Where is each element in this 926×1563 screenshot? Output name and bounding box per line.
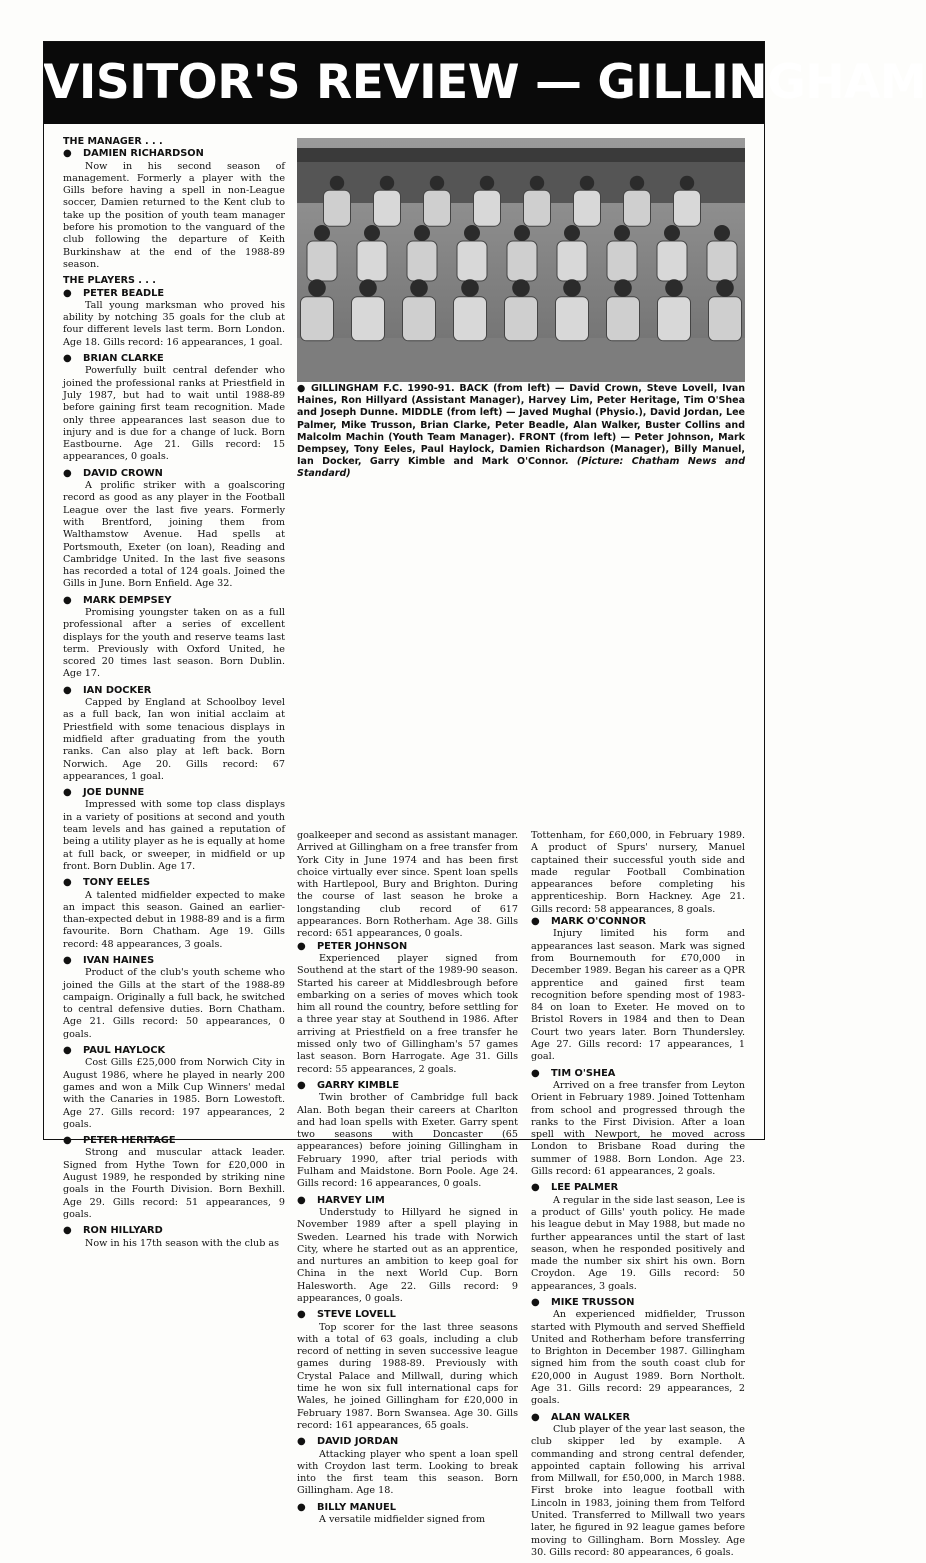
player-bio: Experienced player signed from Southend at the start of the 1989-90 season. Started his career at Middlesbrough before embarking on a series of moves which took him all round the country, before settling for a three year stay at Southend in 1986. After arriving at Priestfield on a free transfer he missed only two of Gillingham's 57 games last season. Born Harrogate. Age 31. Gills record: 55 appearances, 2 goals. — [297, 952, 518, 1075]
player-body — [556, 297, 589, 341]
player-entry — [531, 1068, 745, 1179]
player-entry — [297, 1436, 518, 1497]
players-list-left — [63, 288, 285, 1250]
player-entry — [297, 1195, 518, 1306]
player-entry — [63, 288, 285, 349]
player-body — [624, 190, 651, 226]
player-entry — [63, 1135, 285, 1221]
player-name: ● MIKE TRUSSON — [531, 1297, 745, 1309]
player-name: ● MARK DEMPSEY — [63, 595, 285, 607]
player-head — [410, 279, 428, 297]
players-list-middle — [297, 941, 518, 1527]
player-head — [716, 279, 734, 297]
player-entry — [531, 1182, 745, 1293]
player-bio: Understudy to Hillyard he signed in November 1989 after a spell playing in Sweden. Learned his trade with Norwich City, where he started out as an apprentice, and nurtures an ambition to keep goal for China in the next World Cup. Born Halesworth. Age 22. Gills record: 9 appearances, 0 goals. — [297, 1206, 518, 1304]
player-body — [674, 190, 701, 226]
player-bio: Arrived on a free transfer from Leyton Orient in February 1989. Joined Tottenham from school and progressed through the ranks to the First Division. After a loan spell with Newport, he moved across London to Brisbane Road during the summer of 1988. Born London. Age 23. Gills record: 61 appearances, 2 goals. — [531, 1079, 745, 1178]
player-name: ● STEVE LOVELL — [297, 1309, 518, 1321]
player-entry — [531, 1297, 745, 1408]
player-bio: Impressed with some top class displays in a variety of positions at second and youth team levels and has gained a reputation of being a utility player as he is equally at home at full back, or sweeper, in midfield or up front. Born Dublin. Age 17. — [63, 799, 285, 872]
player-body — [557, 241, 587, 281]
team-photo — [297, 138, 745, 382]
player-head — [480, 176, 494, 190]
player-entry — [63, 685, 285, 783]
player-head — [664, 225, 680, 241]
player-bio: Twin brother of Cambridge full back Alan. Both began their careers at Charlton and had loan spells with Exeter. Garry spent two seasons with Doncaster (65 appearances) before joining Gillingham in February 1990, after trial periods with Fulham and Maidstone. Born Poole. Age 24. Gills record: 16 appearances, 0 goals. — [297, 1092, 518, 1190]
player-head — [714, 225, 730, 241]
player-bio: Powerfully built central defender who joined the professional ranks at Priestfield in July 1987, but had to wait until 1988-89 before gaining first team recognition. Made only three appearances last season due to injury and is due for a change of luck. Born Eastbourne. Age 21. Gills record: 15 appearances, 0 goals. — [63, 365, 285, 463]
player-body — [424, 190, 451, 226]
player-head — [630, 176, 644, 190]
player-name: ● PETER BEADLE — [63, 288, 285, 300]
player-name: ● MARK O'CONNOR — [531, 916, 745, 928]
player-body — [352, 297, 385, 341]
player-head — [514, 225, 530, 241]
player-name: ● PAUL HAYLOCK — [63, 1045, 285, 1057]
player-body — [524, 190, 551, 226]
player-bio: A versatile midfielder signed from — [319, 1514, 486, 1526]
player-entry — [63, 787, 285, 873]
player-head — [308, 279, 326, 297]
page-title: VISITOR'S REVIEW — GILLINGHAM — [43, 55, 926, 110]
player-body — [607, 241, 637, 281]
player-bio: Now in his 17th season with the club as — [85, 1237, 280, 1249]
player-bio: Tall young marksman who proved his ability by notching 35 goals for the club at four different levels last term. Born London. Age 18. Gills record: 16 appearances, 1 goal. — [63, 299, 285, 348]
player-bio: Strong and muscular attack leader. Signed from Hythe Town for £20,000 in August 1989, he responded by striking nine goals in the Fourth Division. Born Bexhill. Age 29. Gills record: 51 appearances, 9 goals. — [63, 1147, 285, 1220]
entry-name: ● DAMIEN RICHARDSON — [63, 148, 285, 160]
player-entry — [63, 877, 285, 951]
player-head — [512, 279, 530, 297]
player-body — [607, 297, 640, 341]
player-head — [680, 176, 694, 190]
player-bio: Top scorer for the last three seasons with a total of 63 goals, including a club record of netting in seven successive league games during 1988-89. Previously with Crystal Palace and Millwall, during which time he won six full international caps for Wales, he joined Gillingham for £20,000 in February 1987. Born Swansea. Age 30. Gills record: 161 appearances, 65 goals. — [297, 1321, 518, 1431]
player-bio: An experienced midfielder, Trusson started with Plymouth and served Sheffield United and Rotherham before transferring to Brighton in December 1987. Gillingham signed him from the south coast club for £20,000 in August 1989. Born Northolt. Age 31. Gills record: 29 appearances, 2 goals. — [531, 1309, 745, 1407]
player-head — [380, 176, 394, 190]
player-entry — [63, 955, 285, 1041]
player-entry — [63, 595, 285, 681]
player-body — [407, 241, 437, 281]
player-body — [454, 297, 487, 341]
player-name: ● PETER JOHNSON — [297, 941, 518, 953]
player-name: ● RON HILLYARD — [63, 1225, 285, 1237]
player-head — [530, 176, 544, 190]
player-name: ● LEE PALMER — [531, 1182, 745, 1194]
player-head — [665, 279, 683, 297]
player-body — [403, 297, 436, 341]
column-middle — [297, 830, 518, 1530]
player-bio: Promising youngster taken on as a full professional after a series of excellent displays for the youth and reserve teams last term. Previously with Oxford United, he scored 20 times last season. Born Dublin. Age 17. — [63, 606, 285, 680]
player-bio: Cost Gills £25,000 from Norwich City in August 1986, where he played in nearly 200 games and won a Milk Cup Winners' medal with the Canaries in 1985. Born Lowestoft. Age 27. Gills record: 197 appearances, 2 goals. — [63, 1057, 285, 1130]
player-head — [330, 176, 344, 190]
player-body — [474, 190, 501, 226]
player-name: ● ALAN WALKER — [531, 1412, 745, 1424]
continued-text: goalkeeper and second as assistant manager. Arrived at Gillingham on a free transfer from York City in June 1974 and has been first choice virtually ever since. Spent loan spells with Hartlepool, Bury and Brighton. During the course of last season he broke a longstanding club record of 617 appearances. Born Rotherham. Age 38. Gills record: 651 appearances, 0 goals. — [297, 830, 518, 940]
manager-heading: THE MANAGER . . . — [63, 136, 163, 147]
column-left — [63, 134, 285, 1254]
player-body — [574, 190, 601, 226]
player-bio: Capped by England at Schoolboy level as a full back, Ian won initial acclaim at Priestfield with some tenacious displays in midfield after graduating from the youth ranks. Can also play at left back. Born Norwich. Age 20. Gills record: 67 appearances, 1 goal. — [63, 697, 285, 782]
player-body — [357, 241, 387, 281]
player-entry — [297, 1502, 518, 1527]
photo-credit: (Picture: Chatham News and Standard) — [297, 456, 745, 480]
player-entry — [297, 941, 518, 1076]
player-body — [658, 297, 691, 341]
player-entry — [297, 1309, 518, 1432]
player-body — [505, 297, 538, 341]
continued-text: Tottenham, for £60,000, in February 1989. A product of Spurs' nursery, Manuel captained their successful youth side and made regular Football Combination appearances before completing his apprenticeship. Born Hackney. Age 21. Gills record: 58 appearances, 8 goals. — [531, 830, 745, 915]
player-head — [563, 279, 581, 297]
player-head — [614, 279, 632, 297]
player-entry — [297, 1080, 518, 1191]
player-name: ● DAVID JORDAN — [297, 1436, 518, 1448]
player-head — [614, 225, 630, 241]
column-right — [531, 830, 745, 1563]
player-entry — [63, 468, 285, 591]
player-head — [364, 225, 380, 241]
player-body — [657, 241, 687, 281]
player-name: ● BILLY MANUEL — [297, 1502, 518, 1514]
player-entry — [63, 1225, 285, 1250]
player-entry — [531, 916, 745, 1064]
player-bio: A regular in the side last season, Lee is a product of Gills' youth policy. He made his league debut in May 1988, but made no further appearances until the start of last season, when he responded positively and made the number six shirt his own. Born Croydon. Age 19. Gills record: 50 appearances, 3 goals. — [531, 1194, 745, 1292]
caption-text: GILLINGHAM F.C. 1990-91. BACK (from left) — David Crown, Steve Lovell, Ivan Haines, Ron Hillyard (Assistant Manager), Harvey Lim, Peter Heritage, Tim O'Shea and Joseph Dunne. MIDDLE (from left) — Javed Mughal (Physio.), David Jordan, Lee Palmer, Mike Trusson, Brian Clarke, Peter Beadle, Alan Walker, Buster Collins and Malcolm Machin (Youth Team Manager). FRONT (from left) — Peter Johnson, Mark Dempsey, Tony Eeles, Paul Haylock, Damien Richardson (Manager), Billy Manuel, Ian Docker, Garry Kimble and Mark O'Connor. — [297, 383, 745, 468]
player-head — [359, 279, 377, 297]
players-list-right — [531, 916, 745, 1559]
player-body — [709, 297, 742, 341]
player-name: ● GARRY KIMBLE — [297, 1080, 518, 1092]
player-name: ● DAVID CROWN — [63, 468, 285, 480]
player-bio: Club player of the year last season, the club skipper led by example. A commanding and strong central defender, appointed captain following his arrival from Millwall, for £50,000, in March 1988. First broke into league football with Lincoln in 1983, joining them from Telford United. Transferred to Millwall two years later, he figured in 92 league games before moving to Gillingham. Born Mossley. Age 30. Gills record: 80 appearances, 6 goals. — [531, 1423, 745, 1558]
player-name: ● IVAN HAINES — [63, 955, 285, 967]
player-head — [464, 225, 480, 241]
player-name: ● BRIAN CLARKE — [63, 353, 285, 365]
player-entry — [63, 353, 285, 464]
player-body — [307, 241, 337, 281]
photo-caption — [297, 383, 745, 481]
manager-entry — [63, 148, 285, 271]
player-entry — [531, 1412, 745, 1560]
player-entry — [63, 1045, 285, 1131]
entry-bio: Now in his second season of management. Formerly a player with the Gills before having a spell in non-League soccer, Damien returned to the Kent club to take up the position of youth team manager before his promotion to the vanguard of the club following the departure of Keith Burkinshaw at the end of the 1988-89 season. — [63, 160, 285, 270]
player-bio: A talented midfielder expected to make an impact this season. Gained an earlier-than-expected debut in 1988-89 and is a firm favourite. Born Chatham. Age 19. Gills record: 48 appearances, 3 goals. — [63, 889, 285, 950]
player-head — [564, 225, 580, 241]
player-head — [461, 279, 479, 297]
team-photo-image — [297, 138, 745, 382]
player-name: ● JOE DUNNE — [63, 787, 285, 799]
player-bio: Product of the club's youth scheme who joined the Gills at the start of the 1988-89 campaign. Originally a full back, he switched to central defensive duties. Born Chatham. Age 21. Gills record: 50 appearances, 0 goals. — [63, 967, 285, 1040]
player-name: ● TONY EELES — [63, 877, 285, 889]
player-body — [301, 297, 334, 341]
players-heading: THE PLAYERS . . . — [63, 275, 156, 287]
player-body — [507, 241, 537, 281]
player-body — [457, 241, 487, 281]
player-body — [324, 190, 351, 226]
player-name: ● PETER HERITAGE — [63, 1135, 285, 1147]
player-bio: Injury limited his form and appearances last season. Mark was signed from Bournemouth for £70,000 in December 1989. Began his career as a QPR apprentice and gained first team recognition before spending most of 1983-84 on loan to Exeter. He moved on to Bristol Rovers in 1984 and then to Dean Court two years later. Born Thundersley. Age 27. Gills record: 17 appearances, 1 goal. — [531, 928, 745, 1063]
player-bio: A prolific striker with a goalscoring record as good as any player in the Football League over the last five years. Formerly with Brentford, joining them from Walthamstow Avenue. Had spells at Portsmouth, Exeter (on loan), Reading and Cambridge United. In the last five seasons has recorded a total of 124 goals. Joined the Gills in June. Born Enfield. Age 32. — [63, 480, 285, 590]
player-name: ● HARVEY LIM — [297, 1195, 518, 1207]
player-head — [314, 225, 330, 241]
bullet-icon: ● — [297, 383, 306, 394]
player-head — [580, 176, 594, 190]
player-bio: Attacking player who spent a loan spell with Croydon last term. Looking to break into the first team this season. Born Gillingham. Age 18. — [297, 1448, 518, 1497]
player-body — [374, 190, 401, 226]
player-name: ● TIM O'SHEA — [531, 1068, 745, 1080]
player-head — [414, 225, 430, 241]
player-body — [707, 241, 737, 281]
player-name: ● IAN DOCKER — [63, 685, 285, 697]
player-head — [430, 176, 444, 190]
